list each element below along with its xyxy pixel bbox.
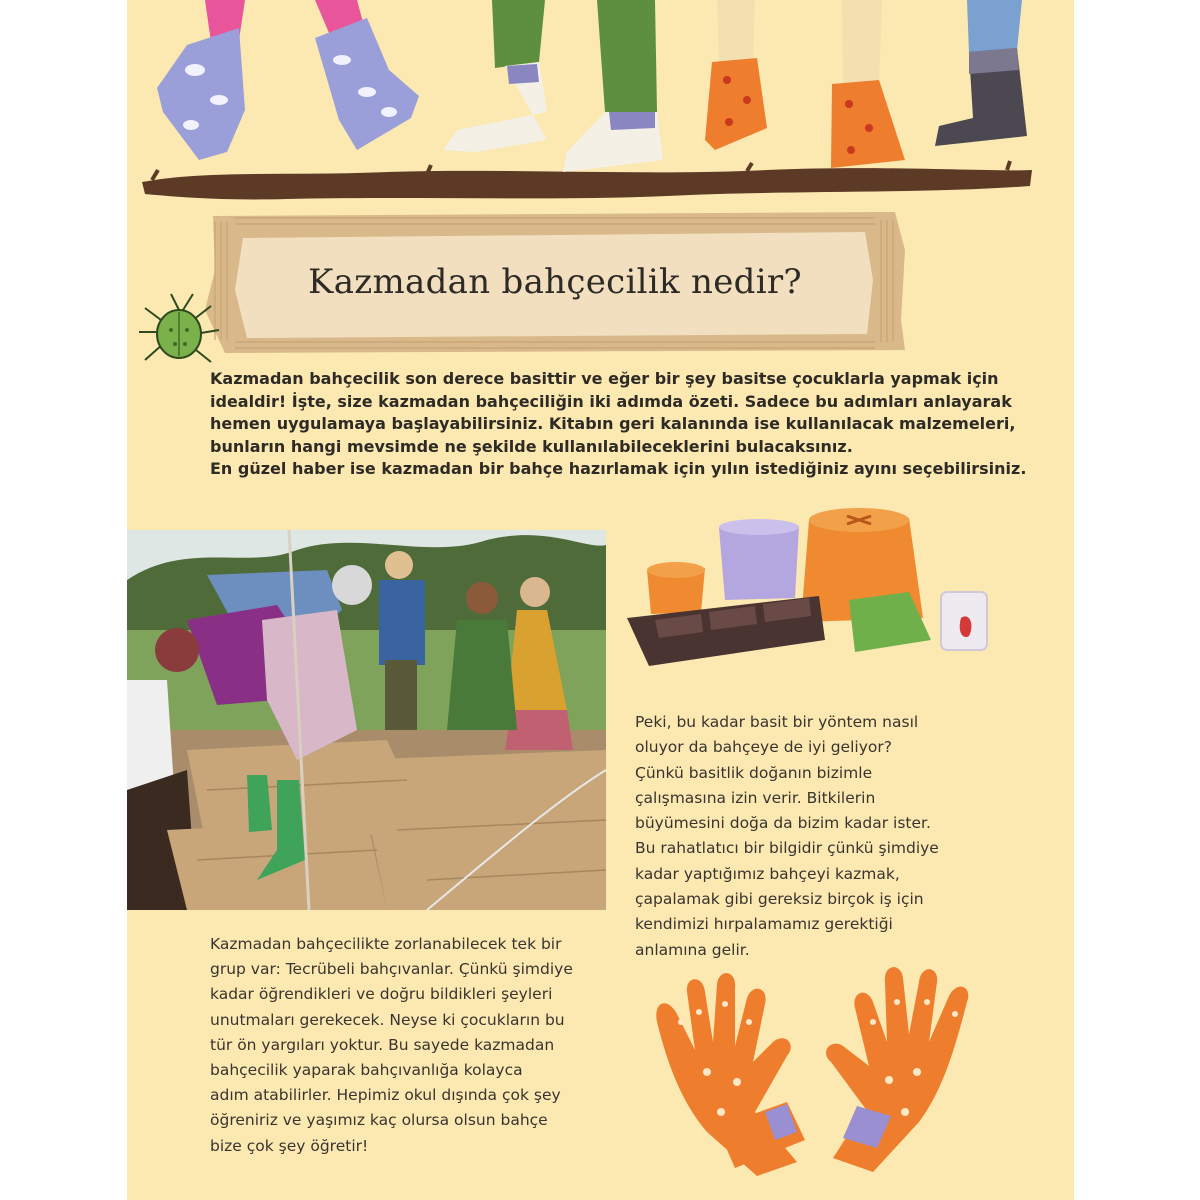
bug-icon xyxy=(131,290,231,375)
right-line: Bu rahatlatıcı bir bilgidir çünkü şimdiye xyxy=(635,839,939,858)
left-line: tür ön yargıları yoktur. Bu sayede kazmadan xyxy=(210,1035,555,1054)
intro-line: En güzel haber ise kazmadan bir bahçe hazırlamak için yılın istediğiniz ayını seçebilirsiniz. xyxy=(210,459,1027,478)
left-line: Kazmadan bahçecilikte zorlanabilecek tek bir xyxy=(210,935,562,953)
right-line: Çünkü basitlik doğanın bizimle xyxy=(635,763,873,782)
right-line: Peki, bu kadar basit bir yöntem nasıl xyxy=(635,713,919,731)
page-title: Kazmadan bahçecilik nedir? xyxy=(308,262,802,302)
gloves-illustration xyxy=(637,962,987,1178)
pots-illustration xyxy=(619,500,1009,680)
left-line: adım atabilirler. Hepimiz okul dışında çok şey xyxy=(210,1086,561,1105)
intro-paragraph xyxy=(210,368,1070,481)
right-line: oluyor da bahçeye de iyi geliyor? xyxy=(635,738,892,757)
intro-line: idealdir! İşte, size kazmadan bahçeciliğin iki adımda özeti. Sadece bu adımları anlayarak xyxy=(210,391,1012,411)
left-line: öğreniriz ve yaşımız kaç olursa olsun bahçe xyxy=(210,1111,548,1130)
right-line: büyümesini doğa da bizim kadar ister. xyxy=(635,814,931,833)
boots-illustration xyxy=(127,0,1074,210)
left-line: bahçecilik yaparak bahçıvanlığa kolayca xyxy=(210,1061,523,1080)
left-line: kadar öğrendikleri ve doğru bildikleri şeyleri xyxy=(210,985,553,1004)
intro-line: hemen uygulamaya başlayabilirsiniz. Kitabın geri kalanında ise kullanılacak malzemeleri, xyxy=(210,414,1016,433)
right-line: anlamına gelir. xyxy=(635,940,750,959)
intro-line: bunların hangi mevsimde ne şekilde kullanılabileceklerini bulacaksınız. xyxy=(210,436,853,456)
book-page xyxy=(127,0,1074,1200)
right-paragraph xyxy=(635,710,965,963)
right-line: çalışmasına izin verir. Bitkilerin xyxy=(635,788,876,807)
right-line: kadar yaptığımız bahçeyi kazmak, xyxy=(635,864,900,883)
left-line: grup var: Tecrübeli bahçıvanlar. Çünkü şimdiye xyxy=(210,960,573,979)
right-line: kendimizi hırpalamamız gerektiği xyxy=(635,915,893,934)
garden-photo xyxy=(127,530,606,910)
left-line: unutmaları gerekecek. Neyse ki çocukların bu xyxy=(210,1010,565,1029)
right-line: çapalamak gibi gereksiz birçok iş için xyxy=(635,890,924,909)
left-paragraph xyxy=(210,932,610,1159)
intro-line: Kazmadan bahçecilik son derece basittir ve eğer bir şey basitse çocuklarla yapmak için xyxy=(210,369,999,388)
left-line: bize çok şey öğretir! xyxy=(210,1136,369,1155)
